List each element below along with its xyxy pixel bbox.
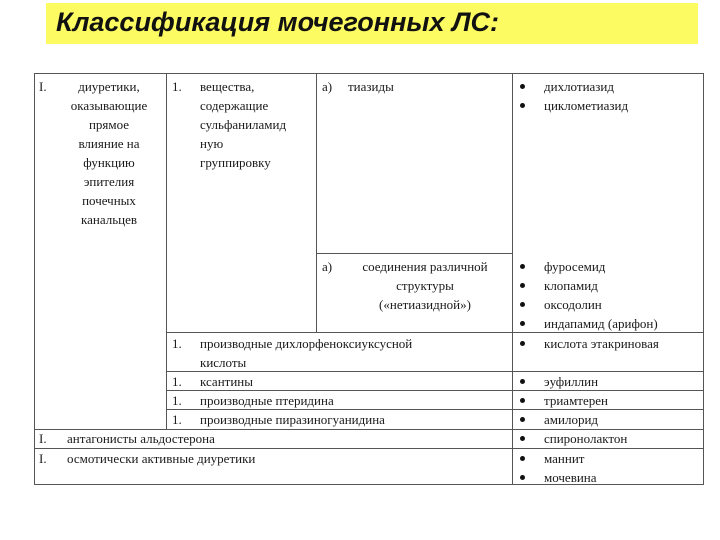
drug-name: дихлотиазид [544,79,615,94]
group-number: I. [39,431,47,446]
subgroup-label: производные птеридина [200,393,334,408]
class-letter: а) [322,79,333,94]
drug-name: циклометиазид [544,98,629,113]
col-divider [316,74,317,332]
row-divider [316,253,512,254]
subgroup-number: 1. [172,412,182,427]
group-number: I. [39,451,47,466]
subgroup-label-line: содержащие [200,98,269,113]
bullet-icon [520,283,525,288]
drug-name: эуфиллин [544,374,599,389]
page-title: Классификация мочегонных ЛС: [56,7,500,37]
subgroup-label-line: кислоты [200,355,247,370]
bullet-icon [520,436,525,441]
group-label: осмотически активные диуретики [67,451,256,466]
class-label: тиазиды [348,79,394,94]
title-banner [46,3,698,44]
subgroup-label-line: группировку [200,155,271,170]
group-number: I. [39,79,47,94]
group-label-line: эпителия [83,174,135,189]
subgroup-number: 1. [172,374,182,389]
group-label-line: диуретики, [78,79,140,94]
bullet-icon [520,341,525,346]
col-divider [166,74,167,429]
bullet-icon [520,398,525,403]
group-label-line: почечных [82,193,136,208]
subgroup-label-line: производные дихлорфеноксиуксусной [200,336,413,351]
subgroup-label: ксантины [200,374,253,389]
group-label-line: оказывающие [70,98,148,113]
group-label-line: прямое [88,117,130,132]
drug-name: индапамид (арифон) [544,316,658,331]
drug-name: триамтерен [544,393,608,408]
col-divider [512,74,513,485]
class-label-line: («нетиазидной») [379,297,471,312]
bullet-icon [520,264,525,269]
group-label: антагонисты альдостерона [67,431,215,446]
bullet-icon [520,379,525,384]
bullet-icon [520,456,525,461]
bullet-icon [520,103,525,108]
drug-name: клопамид [544,278,598,293]
subgroup-number: 1. [172,336,182,351]
drug-name: кислота этакриновая [544,336,659,351]
subgroup-label: производные пиразиногуанидина [200,412,385,427]
group-label-line: канальцев [80,212,137,227]
bullet-icon [520,417,525,422]
class-label-line: соединения различной [362,259,488,274]
group-label-line: влияние на [78,136,140,151]
bullet-icon [520,475,525,480]
drug-name: спиронолактон [544,431,628,446]
drug-name: оксодолин [544,297,602,312]
drug-name: маннит [544,451,585,466]
class-letter: а) [322,259,333,274]
bullet-icon [520,321,525,326]
classification-table [34,73,704,485]
class-label-line: структуры [396,278,454,293]
subgroup-number: 1. [172,79,182,94]
group-label-line: функцию [83,155,135,170]
subgroup-number: 1. [172,393,182,408]
drug-name: мочевина [544,470,597,485]
drug-name: фуросемид [544,259,606,274]
subgroup-label-line: вещества, [200,79,255,94]
drug-name: амилорид [544,412,599,427]
subgroup-label-line: ную [200,136,224,151]
bullet-icon [520,84,525,89]
bullet-icon [520,302,525,307]
subgroup-label-line: сульфаниламид [200,117,287,132]
